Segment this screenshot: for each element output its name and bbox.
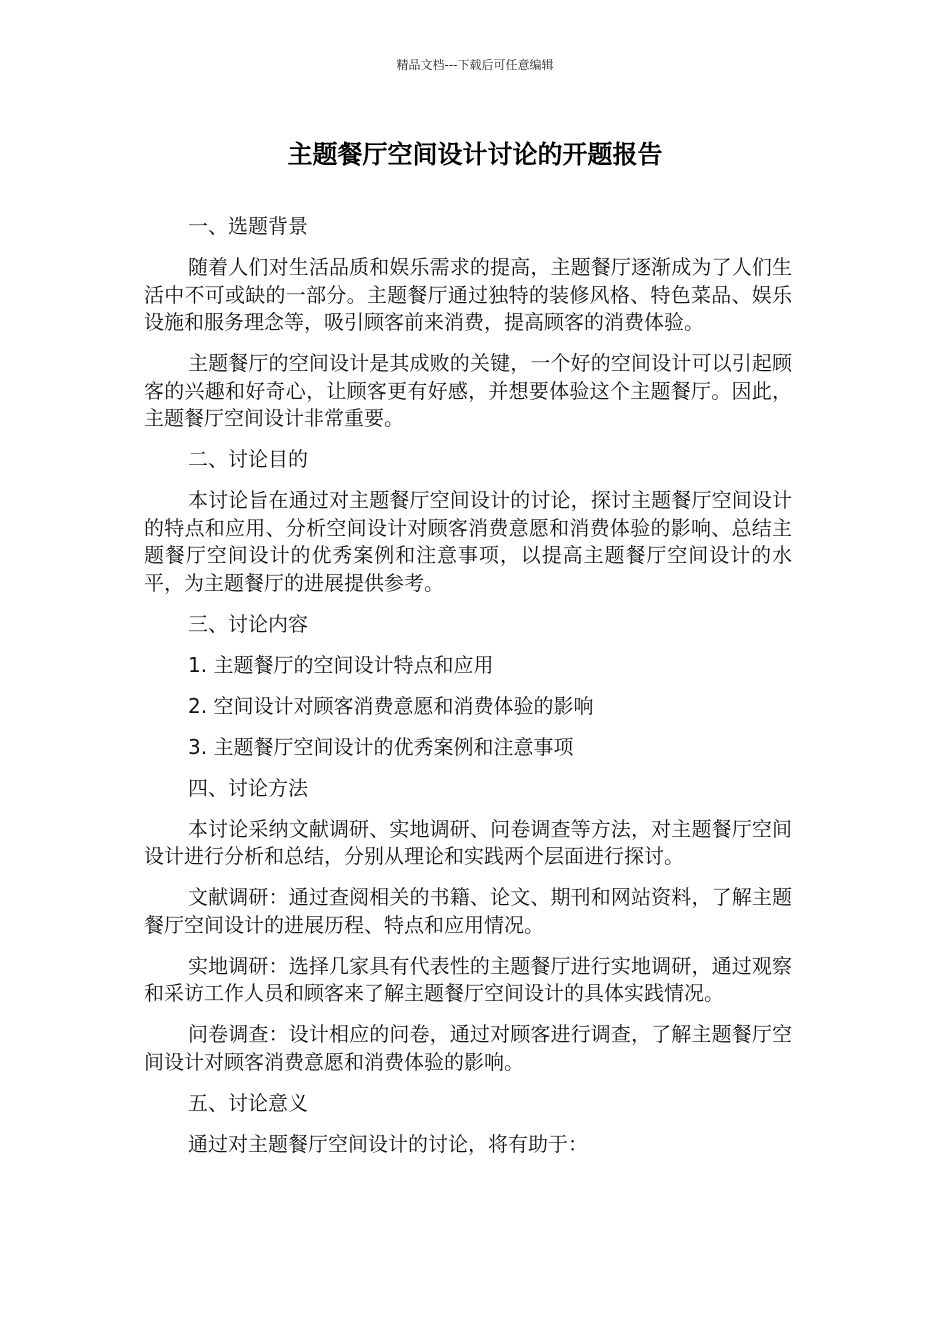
- paragraph-methods-overview: 本讨论采纳文献调研、实地调研、问卷调查等方法，对主题餐厅空间设计进行分析和总结，分别从理论和实践两个层面进行探讨。: [144, 816, 792, 868]
- list-item-content-1: 1. 主题餐厅的空间设计特点和应用: [188, 652, 494, 677]
- list-item-content-2: 2. 空间设计对顾客消费意愿和消费体验的影响: [188, 693, 594, 718]
- paragraph-significance: 通过对主题餐厅空间设计的讨论，将有助于：: [188, 1131, 588, 1156]
- section-heading-content: 三、讨论内容: [188, 611, 308, 636]
- paragraph-background-1: 随着人们对生活品质和娱乐需求的提高，主题餐厅逐渐成为了人们生活中不可或缺的一部分。主题餐厅通过独特的装修风格、特色菜品、娱乐设施和服务理念等，吸引顾客前来消费，提高顾客的消费体验。: [144, 255, 792, 334]
- page-header: 精品文档---下载后可任意编辑: [396, 58, 554, 72]
- document-title: 主题餐厅空间设计讨论的开题报告: [287, 140, 663, 169]
- document-body: [144, 213, 792, 1172]
- list-item-content-3: 3. 主题餐厅空间设计的优秀案例和注意事项: [188, 734, 574, 759]
- paragraph-background-2: 主题餐厅的空间设计是其成败的关键，一个好的空间设计可以引起顾客的兴趣和好奇心，让顾客更有好感，并想要体验这个主题餐厅。因此，主题餐厅空间设计非常重要。: [144, 351, 792, 430]
- paragraph-methods-literature: 文献调研：通过查阅相关的书籍、论文、期刊和网站资料，了解主题餐厅空间设计的进展历程、特点和应用情况。: [144, 885, 792, 937]
- paragraph-methods-survey: 问卷调查：设计相应的问卷，通过对顾客进行调查，了解主题餐厅空间设计对顾客消费意愿和消费体验的影响。: [144, 1022, 792, 1074]
- paragraph-methods-field: 实地调研：选择几家具有代表性的主题餐厅进行实地调研，通过观察和采访工作人员和顾客来了解主题餐厅空间设计的具体实践情况。: [144, 953, 792, 1005]
- section-heading-background: 一、选题背景: [188, 214, 308, 238]
- paragraph-purpose: 本讨论旨在通过对主题餐厅空间设计的讨论，探讨主题餐厅空间设计的特点和应用、分析空间设计对顾客消费意愿和消费体验的影响、总结主题餐厅空间设计的优秀案例和注意事项，以提高主题餐厅空间设计的水平，为主题餐厅的进展提供参考。: [144, 488, 792, 595]
- section-heading-purpose: 二、讨论目的: [188, 447, 308, 471]
- section-heading-significance: 五、讨论意义: [188, 1090, 308, 1115]
- section-heading-methods: 四、讨论方法: [188, 775, 308, 800]
